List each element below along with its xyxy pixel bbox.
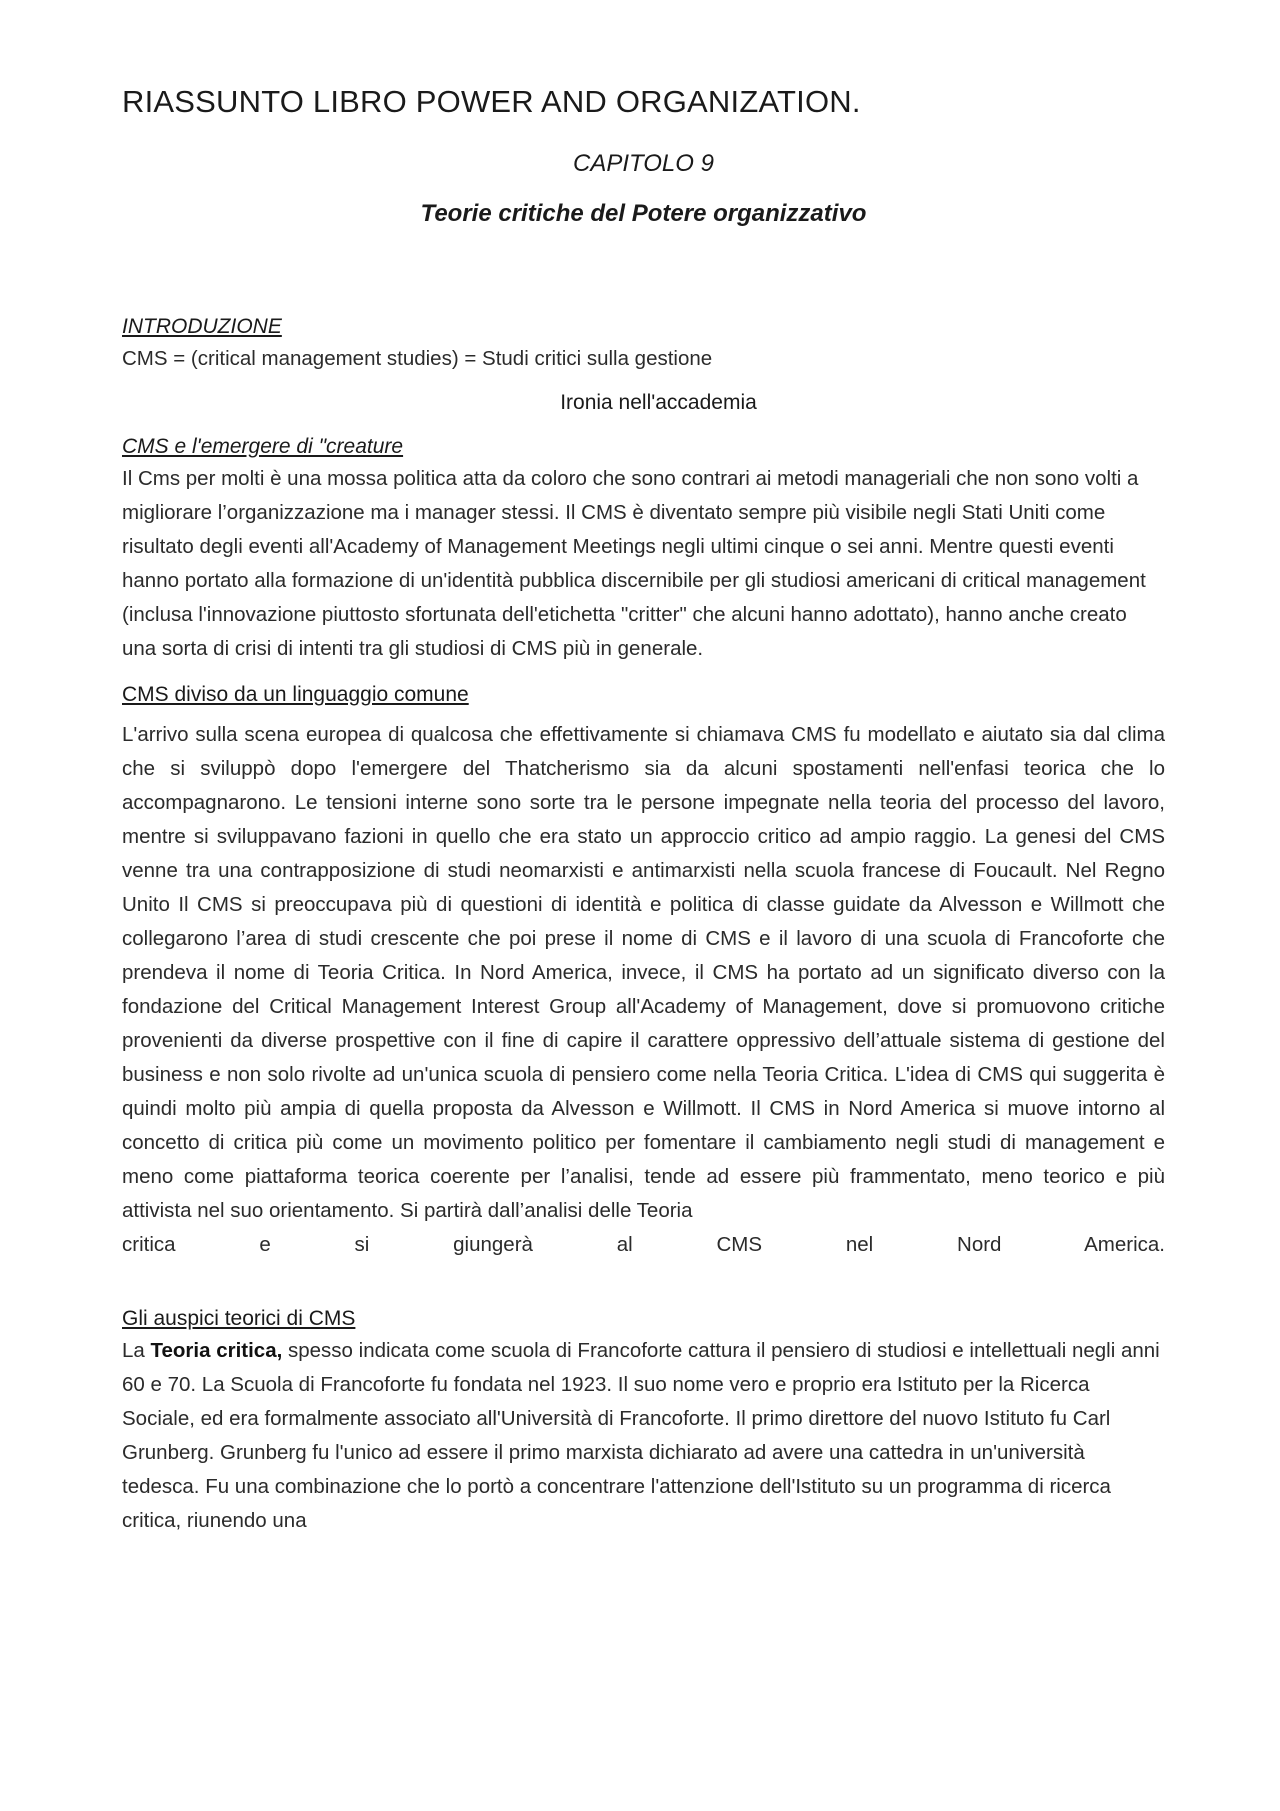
auspices-text xyxy=(122,1334,1165,1538)
auspices-body: spesso indicata come scuola di Francoforte cattura il pensiero di studiosi e intellettuali negli anni 60 e 70. La Scuola di Francoforte fu fondata nel 1923. Il suo nome vero e proprio era Istituto per la Ricerca Sociale, ed era formalmente associato all'Università di Francoforte. Il primo direttore del nuovo Istituto fu Carl Grunberg. Grunberg fu l'unico ad essere il primo marxista dichiarato ad avere una cattedra in un'università tedesca. Fu una combinazione che lo portò a concentrare l'attenzione dell'Istituto su un programma di ricerca critica, riunendo una xyxy=(122,1339,1160,1532)
auspices-prefix: La xyxy=(122,1339,151,1362)
introduction-text: CMS = (critical management studies) = Studi critici sulla gestione xyxy=(122,347,713,370)
section-creature xyxy=(122,432,1165,666)
section-introduction xyxy=(122,312,1165,376)
creature-heading: CMS e l'emergere di "creature xyxy=(122,435,404,458)
section-auspices xyxy=(122,1304,1165,1538)
creature-text: Il Cms per molti è una mossa politica atta da coloro che sono contrari ai metodi manageriali che non sono volti a migliorare l’organizzazione ma i manager stessi. Il CMS è diventato sempre più visibile negli Stati Uniti come risultato degli eventi all'Academy of Management Meetings negli ultimi cinque o sei anni. Mentre questi eventi hanno portato alla formazione di un'identità pubblica discernibile per gli studiosi americani di critical management (inclusa l'innovazione piuttosto sfortunata dell'etichetta "critter" che alcuni hanno adottato), hanno anche creato una sorta di crisi di intenti tra gli studiosi di CMS più in generale. xyxy=(122,467,1146,660)
divided-text: L'arrivo sulla scena europea di qualcosa che effettivamente si chiamava CMS fu modellato e aiutato sia dal clima che si sviluppò dopo l'emergere del Thatcherismo sia da alcuni spostamenti nell'enfasi teorica che lo accompagnarono. Le tensioni interne sono sorte tra le persone impegnate nella teoria del processo del lavoro, mentre si sviluppavano fazioni in quello che era stato un approccio critico ad ampio raggio. La genesi del CMS venne tra una contrapposizione di studi neomarxisti e antimarxisti nella scuola francese di Foucault. Nel Regno Unito Il CMS si preoccupava più di questioni di identità e politica di classe guidate da Alvesson e Willmott che collegarono l’area di studi crescente che poi prese il nome di CMS e il lavoro di una scuola di Francoforte che prendeva il nome di Teoria Critica. In Nord America, invece, il CMS ha portato ad un significato diverso con la fondazione del Critical Management Interest Group all'Academy of Management, dove si promuovono critiche provenienti da diverse prospettive con il fine di capire il carattere oppressivo dell’attuale sistema di gestione del business e non solo rivolte ad un'unica scuola di pensiero come nella Teoria Critica. L'idea di CMS qui suggerita è quindi molto più ampia di quella proposta da Alvesson e Willmott. Il CMS in Nord America si muove intorno al concetto di critica più come un movimento politico per fomentare il cambiamento negli studi di management e meno come piattaforma teorica coerente per l’analisi, tende ad essere più frammentato, meno teorico e più attivista nel suo orientamento. Si partirà dall’analisi delle Teoria xyxy=(122,723,1165,1222)
auspices-term: Teoria critica, xyxy=(150,1339,283,1362)
document-title: RIASSUNTO LIBRO POWER AND ORGANIZATION. xyxy=(122,84,861,119)
auspices-heading: Gli auspici teorici di CMS xyxy=(122,1307,356,1330)
introduction-heading: INTRODUZIONE xyxy=(122,315,282,338)
section-divided xyxy=(122,680,1165,1262)
irony-heading: Ironia nell'accademia xyxy=(560,391,757,414)
chapter-subtitle: Teorie critiche del Potere organizzativo xyxy=(420,200,867,227)
chapter-number: CAPITOLO 9 xyxy=(573,150,714,177)
divided-last-line: critica e si giungerà al CMS nel Nord America. xyxy=(122,1233,1165,1256)
divided-heading: CMS diviso da un linguaggio comune xyxy=(122,683,469,706)
